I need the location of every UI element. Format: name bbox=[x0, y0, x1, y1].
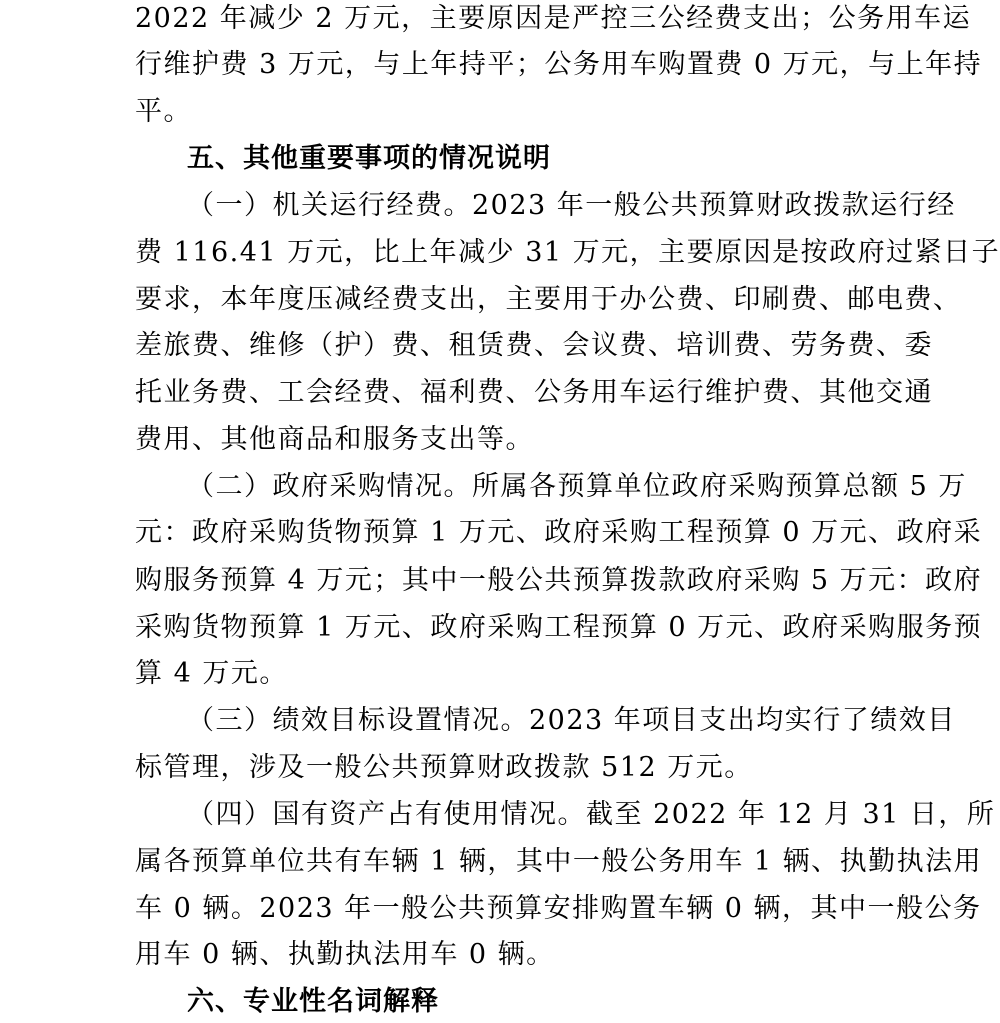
section-heading: 六、专业性名词解释 bbox=[187, 986, 439, 1017]
paragraph-first-line: （四）国有资产占有使用情况。截至 2022 年 12 月 31 日，所 bbox=[187, 799, 996, 830]
body-text-line: 采购货物预算 1 万元、政府采购工程预算 0 万元、政府采购服务预 bbox=[135, 612, 983, 643]
body-text-line: 属各预算单位共有车辆 1 辆，其中一般公务用车 1 辆、执勤执法用 bbox=[135, 846, 983, 877]
paragraph-first-line: （三）绩效目标设置情况。2023 年项目支出均实行了绩效目 bbox=[187, 705, 956, 736]
paragraph-first-line: （二）政府采购情况。所属各预算单位政府采购预算总额 5 万 bbox=[187, 471, 967, 502]
section-heading: 五、其他重要事项的情况说明 bbox=[187, 143, 551, 174]
body-text-line: 用车 0 辆、执勤执法用车 0 辆。 bbox=[135, 939, 555, 970]
body-text-line: 行维护费 3 万元，与上年持平；公务用车购置费 0 万元，与上年持 bbox=[135, 49, 983, 80]
body-text-line: 车 0 辆。2023 年一般公共预算安排购置车辆 0 辆，其中一般公务 bbox=[135, 893, 982, 924]
body-text-line: 费 116.41 万元，比上年减少 31 万元，主要原因是按政府过紧日子 bbox=[135, 237, 1000, 268]
body-text-line: 2022 年减少 2 万元，主要原因是严控三公经费支出；公务用车运 bbox=[135, 3, 972, 34]
body-text-line: 差旅费、维修（护）费、租赁费、会议费、培训费、劳务费、委 bbox=[135, 330, 933, 361]
body-text-line: 标管理，涉及一般公共预算财政拨款 512 万元。 bbox=[135, 752, 753, 783]
body-text-line: 平。 bbox=[135, 96, 192, 127]
body-text-line: 要求，本年度压减经费支出，主要用于办公费、印刷费、邮电费、 bbox=[135, 284, 962, 315]
body-text-line: 托业务费、工会经费、福利费、公务用车运行维护费、其他交通 bbox=[135, 377, 933, 408]
paragraph-first-line: （一）机关运行经费。2023 年一般公共预算财政拨款运行经 bbox=[187, 190, 956, 221]
body-text-line: 费用、其他商品和服务支出等。 bbox=[135, 424, 534, 455]
body-text-line: 元：政府采购货物预算 1 万元、政府采购工程预算 0 万元、政府采 bbox=[135, 517, 983, 548]
body-text-line: 购服务预算 4 万元；其中一般公共预算拨款政府采购 5 万元：政府 bbox=[135, 565, 983, 596]
body-text-line: 算 4 万元。 bbox=[135, 658, 288, 689]
